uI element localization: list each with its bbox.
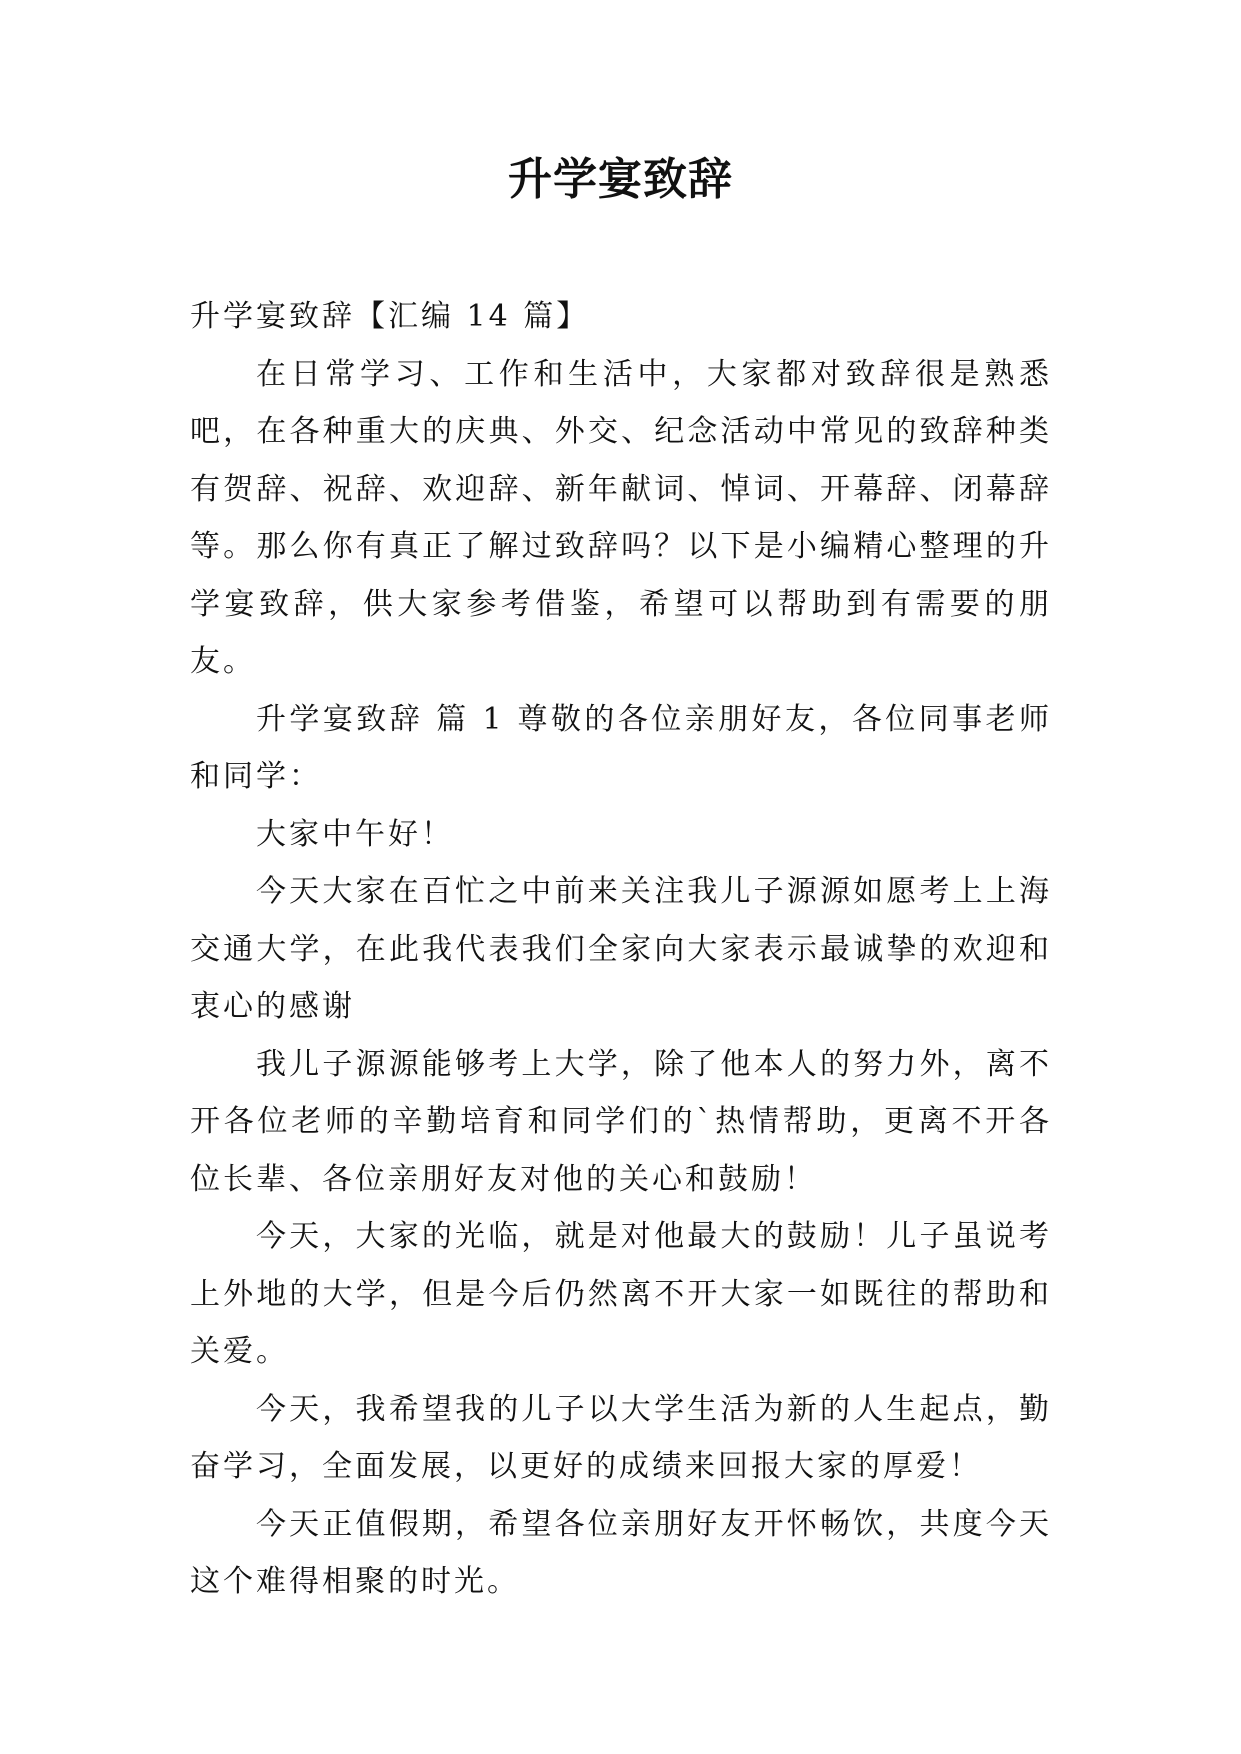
- document-body: [190, 288, 1052, 1611]
- paragraph-closing: 今天正值假期，希望各位亲朋好友开怀畅饮，共度今天这个难得相聚的时光。: [190, 1506, 1052, 1599]
- paragraph-greeting: 大家中午好！: [256, 816, 454, 852]
- paragraph-salutation: 升学宴致辞 篇 1 尊敬的各位亲朋好友，各位同事老师和同学：: [190, 701, 1052, 794]
- paragraph-encouragement: 今天，大家的光临，就是对他最大的鼓励！儿子虽说考上外地的大学，但是今后仍然离不开大家一如既往的帮助和关爱。: [190, 1219, 1052, 1369]
- paragraph-hope: 今天，我希望我的儿子以大学生活为新的人生起点，勤奋学习，全面发展，以更好的成绩来回报大家的厚爱！: [190, 1391, 1052, 1484]
- document-subtitle: 升学宴致辞【汇编 14 篇】: [190, 299, 590, 334]
- paragraph-thanks: 今天大家在百忙之中前来关注我儿子源源如愿考上上海交通大学，在此我代表我们全家向大家表示最诚挚的欢迎和衷心的感谢: [190, 874, 1052, 1024]
- paragraph-intro: 在日常学习、工作和生活中，大家都对致辞很是熟悉吧，在各种重大的庆典、外交、纪念活动中常见的致辞种类有贺辞、祝辞、欢迎辞、新年献词、悼词、开幕辞、闭幕辞等。那么你有真正了解过致辞吗？以下是小编精心整理的升学宴致辞，供大家参考借鉴，希望可以帮助到有需要的朋友。: [190, 356, 1052, 679]
- paragraph-gratitude: 我儿子源源能够考上大学，除了他本人的努力外，离不开各位老师的辛勤培育和同学们的`热情帮助，更离不开各位长辈、各位亲朋好友对他的关心和鼓励！: [190, 1046, 1052, 1197]
- document-title: 升学宴致辞: [508, 154, 733, 205]
